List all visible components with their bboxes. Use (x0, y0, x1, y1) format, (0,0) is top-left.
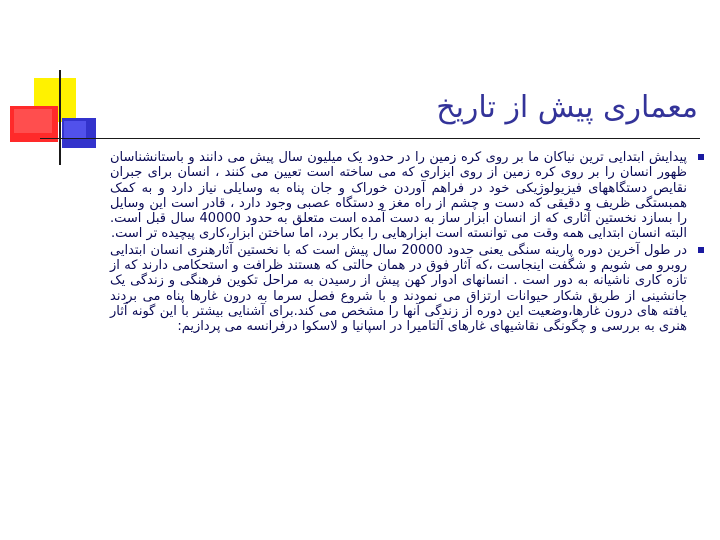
bullet-text-2: در طول آخرین دوره پارینه سنگی یعنی حدود 20000 سال پیش است که با نخستین آثارهنری انسان ابتدایی روبرو می شویم و شگفت اینجاست ،که آثار فوق در همان حالتی که هستند ظرافت و استحکامی دارند که از تازه کاری ناشیانه به دور است . انسانهای ادوار کهن پیش از رسیدن به مراحل تکوین فرهنگی و زندگی یک جانشینی از طریق شکار حیوانات ارتزاق می نمودند و با شروع فصل سرما به درون غارها پناه می بردند یافته های درون غارها،وضعیت این دوره از زندگی آنها را مشخص می کند.برای آشنایی بیشتر با این گونه آثار هنری به بررسی و چگونگی نقاشیهای غارهای آلتامیرا در اسپانیا و لاسکوا درفرانسه می پردازیم: (110, 242, 687, 335)
blue-square-highlight (64, 121, 86, 139)
bullet-item-2 (110, 243, 706, 335)
bullet-item-1 (110, 150, 706, 242)
bullet-text-1: پیدایش ابتدایی ترین نیاکان ما بر روی کره زمین را در حدود یک میلیون سال پیش می دانند و باستانشناسان ظهور انسان را بر روی کره زمین از روی ابزاری که می ساخته است تعیین می کنند ، انسان برای جبران نقایص دستگاههای فیزیولوژیکی خود در فراهم آوردن خوراک و جان پناه به وسایلی نیاز دارد و به کمک همبستگی ظریف و دقیقی که دست و چشم از راه مغز و دستگاه عصبی وجود دارد ، قادر است این وسایل را بسازد نخستین آثاری که از انسان ابزار ساز به دست آمده است متعلق به حدود 40000 سال قبل است. البته انسان ابتدایی همه وقت می توانسته است ابزارهایی را بکار برد، اما ساختن ابزار،کاری پیچیده تر است. (110, 150, 687, 242)
red-square-highlight (14, 109, 52, 133)
square-bullet-icon (698, 247, 704, 253)
title-underline (40, 138, 700, 139)
slide-title: معماری پیش از تاریخ (436, 90, 698, 125)
bullet-list (110, 150, 706, 336)
square-bullet-icon (698, 154, 704, 160)
vertical-divider-line (59, 70, 61, 165)
